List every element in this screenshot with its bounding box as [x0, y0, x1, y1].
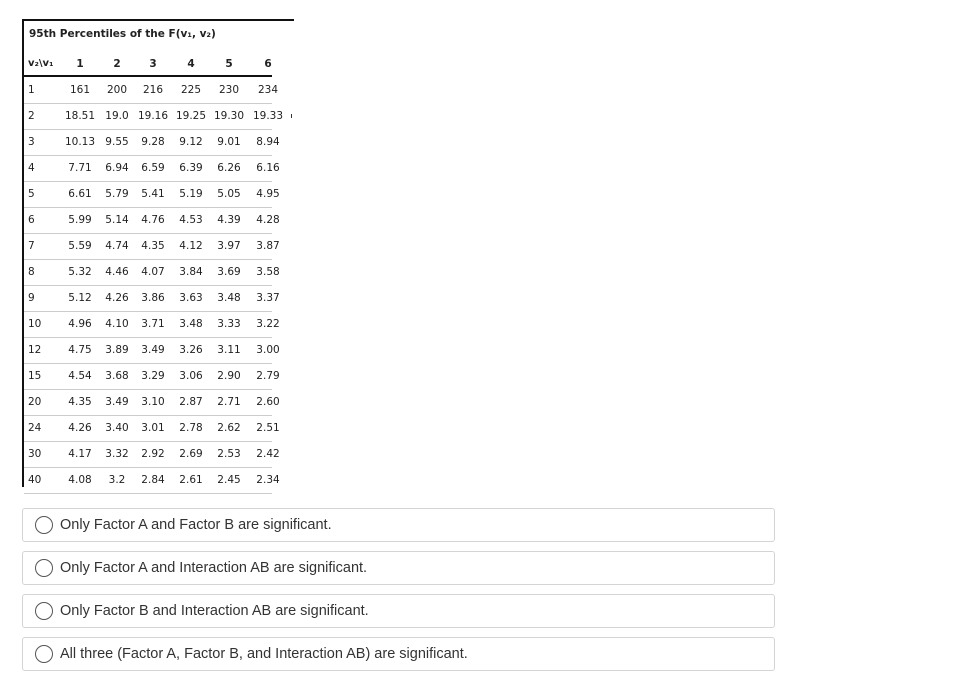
table-cell: 4.53 [179, 214, 203, 226]
table-cell: 9.55 [105, 136, 129, 148]
table-cell: 2.78 [179, 422, 203, 434]
table-row [24, 337, 280, 364]
table-cell: 3.29 [141, 370, 165, 382]
table-cell: 19.16 [137, 110, 169, 122]
table-cell: 4.07 [141, 266, 165, 278]
row-label: 40 [28, 474, 42, 486]
table-cell: 4.35 [68, 396, 92, 408]
table-cell: 3.10 [141, 396, 165, 408]
table-cell: 5.41 [141, 188, 165, 200]
option-factor-a-and-b[interactable] [22, 508, 775, 542]
row-label: 12 [28, 344, 42, 356]
table-row [24, 363, 280, 390]
table-cell: 5.59 [68, 240, 92, 252]
row-label: 9 [28, 292, 35, 304]
row-label: 30 [28, 448, 42, 460]
table-row [24, 259, 280, 286]
corner-label: v₂\v₁ [28, 58, 54, 69]
option-label: All three (Factor A, Factor B, and Interaction AB) are significant. [60, 646, 468, 662]
table-row [24, 441, 280, 468]
table-cell: 2.87 [179, 396, 203, 408]
column-header-6: 6 [264, 58, 272, 70]
table-cell: 3.33 [217, 318, 241, 330]
table-cell: 2.71 [217, 396, 241, 408]
row-label: 10 [28, 318, 42, 330]
table-cell: 3.58 [256, 266, 280, 278]
table-cell: 230 [218, 84, 240, 96]
table-row [24, 155, 280, 182]
table-cell: 2.51 [256, 422, 280, 434]
table-cell: 2.69 [179, 448, 203, 460]
table-cell: 18.51 [64, 110, 96, 122]
table-row [24, 389, 280, 416]
table-row [24, 103, 284, 130]
option-label: Only Factor A and Interaction AB are significant. [60, 560, 368, 576]
table-cell: 9.12 [179, 136, 203, 148]
table-cell: 3.48 [179, 318, 203, 330]
table-cell: 2.90 [217, 370, 241, 382]
table-cell: 225 [180, 84, 202, 96]
radio-button-icon[interactable] [35, 516, 53, 534]
table-cell: 3.40 [105, 422, 129, 434]
table-cell: 3.86 [141, 292, 165, 304]
table-cell: 2.60 [256, 396, 280, 408]
table-row [24, 77, 279, 104]
table-cell: 4.54 [68, 370, 92, 382]
option-label: Only Factor A and Factor B are significant. [60, 517, 332, 533]
table-cell: 4.35 [141, 240, 165, 252]
column-header-3: 3 [149, 58, 157, 70]
table-row [24, 311, 280, 338]
f-distribution-table [22, 19, 294, 487]
table-cell: 4.17 [68, 448, 92, 460]
row-label: 3 [28, 136, 35, 148]
table-cell: 6.16 [256, 162, 280, 174]
table-cell: 3.32 [105, 448, 129, 460]
table-row [24, 467, 280, 494]
row-label: 7 [28, 240, 35, 252]
table-cell: 4.08 [68, 474, 92, 486]
row-label: 4 [28, 162, 35, 174]
table-cell: 4.28 [256, 214, 280, 226]
radio-button-icon[interactable] [35, 559, 53, 577]
table-cell: 4.95 [256, 188, 280, 200]
table-cell: 19.33 [252, 110, 284, 122]
row-label: 1 [28, 84, 35, 96]
table-cell: 2.92 [141, 448, 165, 460]
table-row [24, 181, 280, 208]
table-cell: 2.61 [179, 474, 203, 486]
decorative-tick [291, 114, 292, 118]
table-cell: 216 [142, 84, 164, 96]
table-cell: 4.74 [105, 240, 129, 252]
column-header-1: 1 [76, 58, 84, 70]
option-label: Only Factor B and Interaction AB are significant. [60, 603, 369, 619]
table-cell: 19.30 [213, 110, 245, 122]
row-label: 24 [28, 422, 42, 434]
table-cell: 19.0 [105, 110, 129, 122]
table-cell: 2.53 [217, 448, 241, 460]
table-cell: 2.45 [217, 474, 241, 486]
table-cell: 4.39 [217, 214, 241, 226]
row-label: 15 [28, 370, 42, 382]
option-factor-b-and-interaction[interactable] [22, 594, 775, 628]
option-all-three[interactable] [22, 637, 775, 671]
table-cell: 10.13 [64, 136, 96, 148]
table-cell: 2.84 [141, 474, 165, 486]
table-cell: 9.01 [217, 136, 241, 148]
row-label: 20 [28, 396, 42, 408]
table-cell: 3.89 [105, 344, 129, 356]
table-cell: 3.00 [256, 344, 280, 356]
table-row [24, 129, 280, 156]
table-cell: 3.49 [105, 396, 129, 408]
row-label: 8 [28, 266, 35, 278]
table-cell: 4.76 [141, 214, 165, 226]
table-cell: 6.39 [179, 162, 203, 174]
table-cell: 5.14 [105, 214, 129, 226]
table-cell: 7.71 [68, 162, 92, 174]
table-cell: 2.62 [217, 422, 241, 434]
table-cell: 2.79 [256, 370, 280, 382]
table-cell: 9.28 [141, 136, 165, 148]
table-header-row [24, 53, 272, 77]
table-cell: 4.26 [68, 422, 92, 434]
table-cell: 4.75 [68, 344, 92, 356]
table-cell: 161 [69, 84, 91, 96]
table-cell: 3.49 [141, 344, 165, 356]
table-cell: 6.26 [217, 162, 241, 174]
radio-button-icon[interactable] [35, 645, 53, 663]
table-cell: 19.25 [175, 110, 207, 122]
table-cell: 8.94 [256, 136, 280, 148]
table-row [24, 415, 280, 442]
table-cell: 6.94 [105, 162, 129, 174]
row-label: 5 [28, 188, 35, 200]
table-cell: 3.48 [217, 292, 241, 304]
table-cell: 4.10 [105, 318, 129, 330]
table-cell: 4.12 [179, 240, 203, 252]
table-cell: 2.42 [256, 448, 280, 460]
table-cell: 6.61 [68, 188, 92, 200]
table-cell: 4.96 [68, 318, 92, 330]
table-cell: 3.63 [179, 292, 203, 304]
radio-button-icon[interactable] [35, 602, 53, 620]
table-cell: 3.06 [179, 370, 203, 382]
table-cell: 3.22 [256, 318, 280, 330]
column-header-5: 5 [225, 58, 233, 70]
table-cell: 4.26 [105, 292, 129, 304]
table-cell: 3.87 [256, 240, 280, 252]
table-cell: 3.71 [141, 318, 165, 330]
column-header-4: 4 [187, 58, 195, 70]
table-cell: 3.11 [217, 344, 241, 356]
table-cell: 3.68 [105, 370, 129, 382]
table-cell: 234 [257, 84, 279, 96]
table-cell: 5.79 [105, 188, 129, 200]
table-cell: 200 [106, 84, 128, 96]
table-cell: 5.32 [68, 266, 92, 278]
table-cell: 3.84 [179, 266, 203, 278]
table-row [24, 207, 280, 234]
table-row [24, 233, 280, 260]
table-title: 95th Percentiles of the F(v₁, v₂) [29, 28, 216, 40]
table-cell: 3.69 [217, 266, 241, 278]
column-header-2: 2 [113, 58, 121, 70]
table-cell: 5.19 [179, 188, 203, 200]
table-cell: 5.99 [68, 214, 92, 226]
option-factor-a-and-interaction[interactable] [22, 551, 775, 585]
table-cell: 3.37 [256, 292, 280, 304]
table-cell: 4.46 [105, 266, 129, 278]
table-row [24, 285, 280, 312]
row-label: 2 [28, 110, 35, 122]
table-cell: 3.97 [217, 240, 241, 252]
table-cell: 5.12 [68, 292, 92, 304]
row-label: 6 [28, 214, 35, 226]
table-cell: 2.34 [256, 474, 280, 486]
table-cell: 3.26 [179, 344, 203, 356]
table-cell: 6.59 [141, 162, 165, 174]
table-cell: 5.05 [217, 188, 241, 200]
table-cell: 3.01 [141, 422, 165, 434]
table-cell: 3.2 [108, 474, 126, 486]
